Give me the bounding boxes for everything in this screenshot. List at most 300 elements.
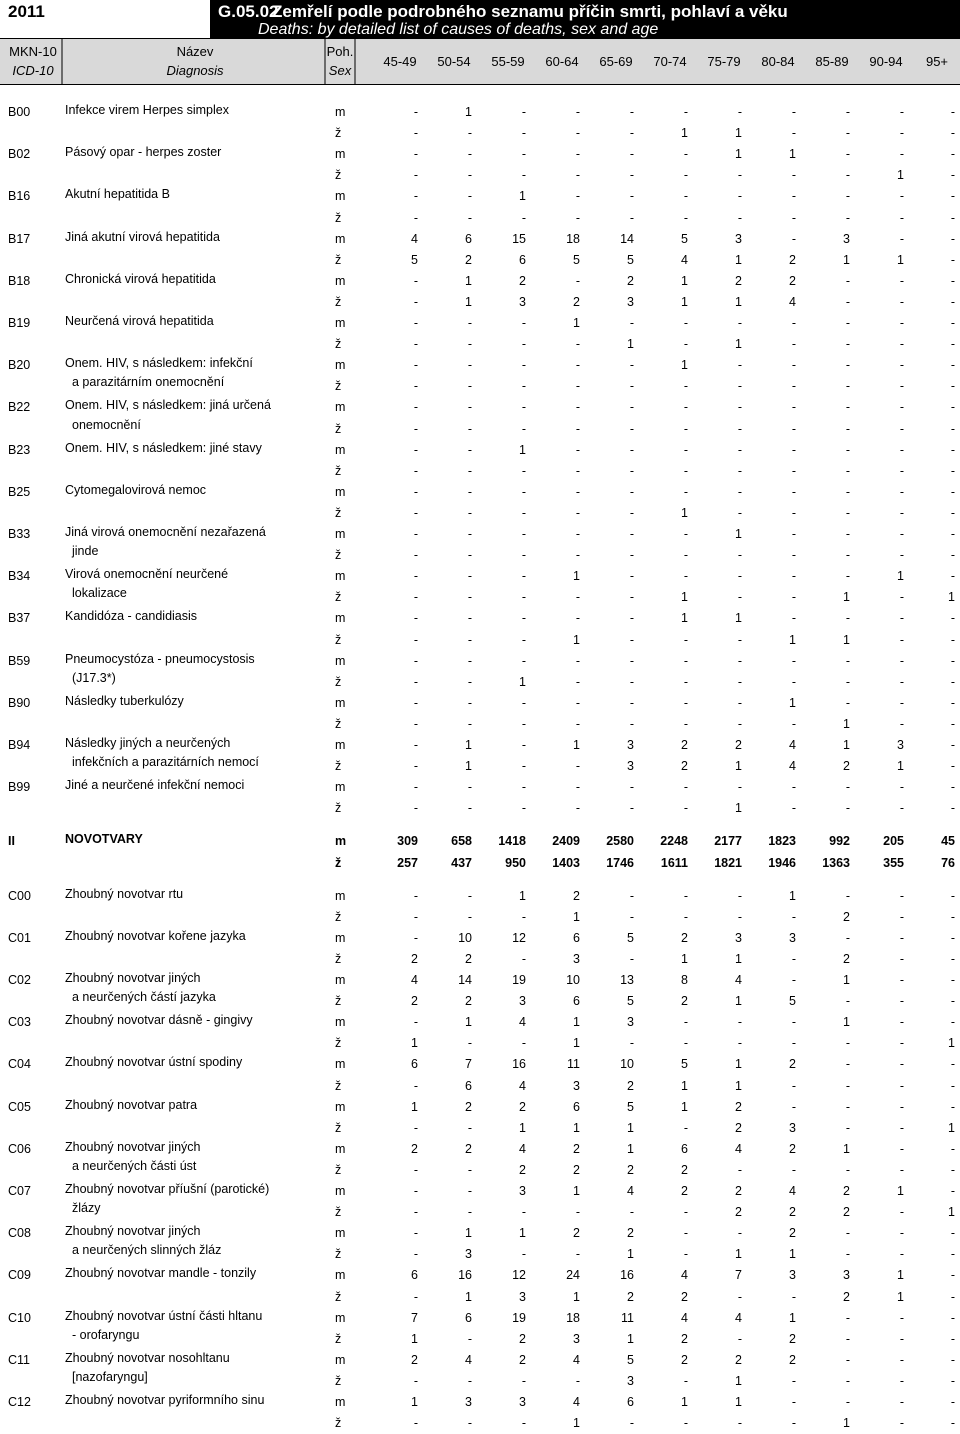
table-cell: - bbox=[950, 379, 955, 394]
table-cell: 205 bbox=[883, 834, 904, 849]
table-row-female bbox=[0, 503, 960, 524]
table-cell: - bbox=[791, 1416, 796, 1431]
diagnosis-name: Zhoubný novotvar rtu bbox=[65, 886, 184, 901]
table-cell: - bbox=[950, 1015, 955, 1030]
table-cell: - bbox=[845, 358, 850, 373]
table-cell: - bbox=[950, 105, 955, 119]
table-cell: - bbox=[467, 632, 472, 647]
table-cell: 1 bbox=[681, 126, 688, 141]
table-cell: - bbox=[521, 738, 526, 752]
table-cell: 3 bbox=[735, 231, 742, 246]
sex-label: ž bbox=[335, 1036, 342, 1051]
table-cell: 2 bbox=[411, 951, 418, 966]
title-cz: Zemřelí podle podrobného seznamu příčin smrti, pohlaví a věku bbox=[272, 2, 788, 21]
table-cell: - bbox=[845, 1373, 850, 1388]
table-cell: 1 bbox=[573, 1015, 580, 1030]
table-cell: 1 bbox=[735, 252, 742, 267]
sex-label: m bbox=[335, 1352, 346, 1367]
table-cell: - bbox=[791, 973, 796, 987]
table-cell: - bbox=[845, 189, 850, 204]
table-cell: 1821 bbox=[714, 855, 742, 870]
table-cell: 1 bbox=[789, 1310, 796, 1325]
table-cell: 1 bbox=[573, 1036, 580, 1051]
table-cell: - bbox=[413, 527, 418, 541]
table-cell: - bbox=[845, 695, 850, 710]
table-cell: - bbox=[737, 548, 742, 563]
col-sex-cz: Poh. bbox=[326, 44, 354, 59]
table-row-female bbox=[0, 208, 960, 229]
table-row-female bbox=[0, 376, 960, 397]
table-cell: 1 bbox=[465, 1289, 472, 1304]
table-cell: - bbox=[575, 337, 580, 352]
table-cell: - bbox=[737, 168, 742, 183]
table-cell: - bbox=[845, 294, 850, 309]
table-cell: - bbox=[899, 126, 904, 141]
table-cell: 1823 bbox=[768, 834, 796, 849]
table-cell: 3 bbox=[573, 1331, 580, 1346]
table-cell: - bbox=[791, 653, 796, 668]
table-cell: - bbox=[575, 400, 580, 415]
table-cell: 2 bbox=[789, 1205, 796, 1220]
table-cell: - bbox=[899, 1416, 904, 1431]
table-cell: - bbox=[521, 358, 526, 373]
table-cell: - bbox=[413, 590, 418, 605]
sex-label: m bbox=[335, 316, 346, 330]
table-row-female bbox=[0, 1413, 960, 1434]
table-cell: 2 bbox=[735, 1205, 742, 1220]
table-cell: - bbox=[950, 994, 955, 1009]
table-row-female bbox=[0, 461, 960, 482]
table-cell: - bbox=[845, 505, 850, 520]
table-cell: - bbox=[413, 421, 418, 436]
table-cell: - bbox=[683, 421, 688, 436]
table-cell: - bbox=[899, 1331, 904, 1346]
table-cell: - bbox=[737, 400, 742, 415]
diagnosis-code: B94 bbox=[8, 738, 31, 752]
table-cell: - bbox=[413, 1120, 418, 1135]
table-cell: - bbox=[950, 716, 955, 731]
diagnosis-name: onemocnění bbox=[72, 417, 141, 432]
table-cell: - bbox=[683, 888, 688, 903]
sex-label: m bbox=[335, 527, 346, 541]
table-cell: 6 bbox=[465, 1078, 472, 1093]
table-cell: - bbox=[791, 1015, 796, 1030]
table-cell: 1 bbox=[735, 337, 742, 352]
table-cell: - bbox=[629, 484, 634, 499]
table-cell: 2 bbox=[411, 994, 418, 1009]
table-cell: - bbox=[950, 421, 955, 436]
table-cell: - bbox=[845, 1247, 850, 1262]
sex-label: ž bbox=[335, 855, 342, 870]
diagnosis-code: B33 bbox=[8, 527, 31, 541]
table-cell: - bbox=[737, 189, 742, 204]
diagnosis-code: C12 bbox=[8, 1395, 31, 1409]
diagnosis-code: C06 bbox=[8, 1141, 31, 1156]
table-cell: - bbox=[521, 527, 526, 541]
table-cell: 2 bbox=[735, 1099, 742, 1114]
table-cell: - bbox=[845, 1057, 850, 1072]
table-cell: - bbox=[413, 168, 418, 183]
diagnosis-name: Neurčená virová hepatitida bbox=[65, 314, 214, 328]
table-cell: - bbox=[950, 759, 955, 774]
table-cell: - bbox=[521, 716, 526, 731]
table-cell: - bbox=[413, 379, 418, 394]
table-cell: 3 bbox=[843, 231, 850, 246]
table-cell: - bbox=[629, 653, 634, 668]
table-cell: 1 bbox=[843, 973, 850, 987]
table-cell: - bbox=[899, 273, 904, 288]
table-cell: 1 bbox=[627, 1120, 634, 1135]
table-cell: 1 bbox=[465, 1015, 472, 1030]
table-cell: 1 bbox=[681, 611, 688, 626]
diagnosis-code: B59 bbox=[8, 653, 31, 668]
table-cell: - bbox=[845, 674, 850, 689]
diagnosis-code: C05 bbox=[8, 1099, 31, 1114]
table-cell: - bbox=[950, 337, 955, 352]
table-cell: 1 bbox=[843, 632, 850, 647]
table-cell: - bbox=[845, 1099, 850, 1114]
table-cell: 13 bbox=[620, 973, 634, 987]
table-cell: - bbox=[950, 1331, 955, 1346]
table-cell: - bbox=[899, 994, 904, 1009]
table-cell: - bbox=[845, 273, 850, 288]
table-cell: - bbox=[629, 126, 634, 141]
table-row-female bbox=[0, 292, 960, 313]
table-cell: - bbox=[899, 1057, 904, 1072]
table-cell: - bbox=[950, 1395, 955, 1409]
table-cell: 2 bbox=[735, 1120, 742, 1135]
table-cell: - bbox=[791, 231, 796, 246]
table-cell: 4 bbox=[573, 1352, 580, 1367]
table-cell: - bbox=[845, 1226, 850, 1241]
table-cell: - bbox=[899, 1395, 904, 1409]
table-cell: - bbox=[737, 379, 742, 394]
sex-label: ž bbox=[335, 951, 342, 966]
table-cell: 1363 bbox=[822, 855, 850, 870]
table-cell: 2 bbox=[843, 951, 850, 966]
table-cell: - bbox=[845, 1120, 850, 1135]
table-cell: - bbox=[683, 379, 688, 394]
table-cell: 2 bbox=[519, 273, 526, 288]
table-cell: - bbox=[791, 1289, 796, 1304]
title-band bbox=[0, 0, 960, 38]
sex-label: ž bbox=[335, 1205, 342, 1220]
diagnosis-name: - orofaryngu bbox=[72, 1327, 140, 1342]
table-cell: - bbox=[950, 1099, 955, 1114]
table-cell: 1 bbox=[897, 252, 904, 267]
table-cell: 4 bbox=[573, 1395, 580, 1409]
table-cell: - bbox=[845, 780, 850, 795]
table-cell: - bbox=[791, 569, 796, 584]
table-cell: - bbox=[629, 590, 634, 605]
table-cell: - bbox=[575, 484, 580, 499]
table-cell: - bbox=[845, 1078, 850, 1093]
table-cell: - bbox=[950, 442, 955, 457]
table-cell: - bbox=[791, 442, 796, 457]
table-cell: - bbox=[629, 801, 634, 816]
table-cell: - bbox=[899, 1373, 904, 1388]
table-cell: - bbox=[413, 1226, 418, 1241]
table-cell: 2 bbox=[411, 1352, 418, 1367]
column-header bbox=[0, 38, 960, 85]
table-cell: - bbox=[950, 1078, 955, 1093]
table-cell: - bbox=[413, 210, 418, 225]
table-cell: - bbox=[629, 527, 634, 541]
table-row-male bbox=[0, 1308, 960, 1329]
table-cell: - bbox=[629, 695, 634, 710]
table-row-female bbox=[0, 419, 960, 440]
table-cell: 3 bbox=[465, 1247, 472, 1262]
table-cell: 1 bbox=[681, 273, 688, 288]
table-cell: - bbox=[845, 421, 850, 436]
sex-label: ž bbox=[335, 590, 342, 605]
diagnosis-code: C07 bbox=[8, 1184, 31, 1198]
table-cell: - bbox=[467, 1331, 472, 1346]
table-cell: - bbox=[791, 484, 796, 499]
table-row-male bbox=[0, 313, 960, 334]
table-cell: - bbox=[737, 632, 742, 647]
table-cell: 2 bbox=[789, 1331, 796, 1346]
table-cell: - bbox=[950, 463, 955, 478]
table-cell: 1 bbox=[627, 1247, 634, 1262]
table-cell: 1 bbox=[573, 632, 580, 647]
table-cell: 4 bbox=[789, 738, 796, 752]
table-cell: - bbox=[413, 674, 418, 689]
table-cell: - bbox=[629, 505, 634, 520]
sex-label: m bbox=[335, 442, 346, 457]
diagnosis-name: Zhoubný novotvar ústní části hltanu bbox=[65, 1308, 263, 1323]
table-cell: - bbox=[791, 105, 796, 119]
table-cell: 6 bbox=[627, 1395, 634, 1409]
table-cell: - bbox=[737, 695, 742, 710]
table-cell: 309 bbox=[397, 834, 418, 849]
table-cell: 1 bbox=[681, 294, 688, 309]
table-cell: - bbox=[791, 780, 796, 795]
table-cell: - bbox=[467, 611, 472, 626]
table-cell: 2 bbox=[519, 1099, 526, 1114]
table-cell: - bbox=[683, 1373, 688, 1388]
table-cell: 1 bbox=[897, 759, 904, 774]
sex-label: ž bbox=[335, 759, 342, 774]
diagnosis-name: Onem. HIV, s následkem: jiné stavy bbox=[65, 440, 262, 455]
table-cell: 1 bbox=[573, 1416, 580, 1431]
table-cell: - bbox=[629, 611, 634, 626]
table-cell: - bbox=[899, 973, 904, 987]
table-cell: - bbox=[683, 801, 688, 816]
table-cell: 1 bbox=[897, 1184, 904, 1198]
table-cell: - bbox=[899, 1310, 904, 1325]
table-cell: 12 bbox=[512, 1268, 526, 1283]
table-cell: - bbox=[413, 695, 418, 710]
table-cell: 2 bbox=[573, 1141, 580, 1156]
table-cell: 2 bbox=[789, 252, 796, 267]
table-cell: - bbox=[950, 273, 955, 288]
table-cell: - bbox=[845, 548, 850, 563]
table-row-male bbox=[0, 1223, 960, 1244]
table-cell: - bbox=[899, 294, 904, 309]
table-cell: - bbox=[845, 527, 850, 541]
table-cell: - bbox=[737, 569, 742, 584]
sex-label: m bbox=[335, 780, 346, 795]
table-cell: - bbox=[521, 400, 526, 415]
table-cell: - bbox=[950, 1057, 955, 1072]
table-cell: 1 bbox=[411, 1099, 418, 1114]
table-row-female bbox=[0, 714, 960, 735]
table-row-female bbox=[0, 587, 960, 608]
table-cell: 14 bbox=[620, 231, 634, 246]
table-row-male bbox=[0, 229, 960, 250]
table-cell: 4 bbox=[681, 1268, 688, 1283]
table-cell: - bbox=[845, 126, 850, 141]
table-cell: 1 bbox=[735, 1373, 742, 1388]
table-cell: 2 bbox=[681, 738, 688, 752]
table-cell: - bbox=[737, 105, 742, 119]
table-cell: 4 bbox=[411, 973, 418, 987]
table-cell: 4 bbox=[789, 759, 796, 774]
table-cell: 355 bbox=[883, 855, 904, 870]
table-cell: - bbox=[521, 126, 526, 141]
table-cell: - bbox=[629, 358, 634, 373]
table-cell: - bbox=[950, 695, 955, 710]
table-cell: 2 bbox=[573, 888, 580, 903]
table-cell: - bbox=[899, 505, 904, 520]
table-cell: 1 bbox=[735, 126, 742, 141]
table-cell: 2 bbox=[681, 1184, 688, 1198]
table-row-female bbox=[0, 1033, 960, 1054]
table-cell: - bbox=[467, 527, 472, 541]
diagnosis-code: C09 bbox=[8, 1268, 31, 1283]
table-cell: - bbox=[575, 463, 580, 478]
table-cell: - bbox=[629, 316, 634, 330]
table-cell: - bbox=[629, 421, 634, 436]
table-cell: - bbox=[521, 1205, 526, 1220]
table-cell: 4 bbox=[411, 231, 418, 246]
table-cell: - bbox=[899, 231, 904, 246]
table-cell: 2 bbox=[465, 1141, 472, 1156]
table-cell: - bbox=[575, 527, 580, 541]
table-cell: - bbox=[521, 1373, 526, 1388]
diagnosis-name: Pneumocystóza - pneumocystosis bbox=[65, 651, 255, 666]
table-cell: - bbox=[683, 316, 688, 330]
table-cell: 1 bbox=[465, 738, 472, 752]
table-cell: 2 bbox=[789, 273, 796, 288]
table-cell: 18 bbox=[566, 231, 580, 246]
table-cell: - bbox=[683, 909, 688, 924]
table-cell: - bbox=[950, 231, 955, 246]
table-cell: - bbox=[521, 909, 526, 924]
diagnosis-name: Zhoubný novotvar jiných bbox=[65, 1224, 201, 1239]
table-cell: 1 bbox=[735, 951, 742, 966]
table-cell: 1 bbox=[948, 1205, 955, 1220]
table-cell: 5 bbox=[573, 252, 580, 267]
table-cell: - bbox=[899, 379, 904, 394]
table-cell: - bbox=[950, 548, 955, 563]
table-cell: 18 bbox=[566, 1310, 580, 1325]
table-row-female bbox=[0, 1287, 960, 1308]
table-cell: - bbox=[629, 210, 634, 225]
table-cell: - bbox=[575, 168, 580, 183]
table-cell: 1 bbox=[681, 590, 688, 605]
table-cell: - bbox=[683, 716, 688, 731]
table-cell: - bbox=[899, 951, 904, 966]
table-cell: 1611 bbox=[660, 855, 688, 870]
table-cell: - bbox=[521, 1247, 526, 1262]
table-cell: 1 bbox=[465, 273, 472, 288]
table-cell: - bbox=[950, 1310, 955, 1325]
table-row-male bbox=[0, 1097, 960, 1118]
table-cell: - bbox=[950, 400, 955, 415]
table-cell: - bbox=[413, 337, 418, 352]
table-cell: - bbox=[899, 400, 904, 415]
table-cell: 1 bbox=[519, 442, 526, 457]
table-cell: - bbox=[521, 632, 526, 647]
table-cell: - bbox=[413, 105, 418, 119]
table-row-female bbox=[0, 672, 960, 693]
table-cell: 2 bbox=[843, 1205, 850, 1220]
table-row-male bbox=[0, 397, 960, 418]
table-cell: 4 bbox=[627, 1184, 634, 1198]
table-cell: 6 bbox=[573, 1099, 580, 1114]
table-cell: - bbox=[950, 1352, 955, 1367]
sex-label: m bbox=[335, 1099, 346, 1114]
table-cell: - bbox=[845, 1310, 850, 1325]
table-cell: - bbox=[629, 716, 634, 731]
table-cell: - bbox=[950, 252, 955, 267]
table-cell: - bbox=[521, 780, 526, 795]
table-cell: - bbox=[575, 695, 580, 710]
sex-label: ž bbox=[335, 421, 342, 436]
table-cell: - bbox=[413, 1247, 418, 1262]
table-cell: - bbox=[950, 527, 955, 541]
diagnosis-code: B99 bbox=[8, 780, 31, 795]
table-cell: 5 bbox=[681, 1057, 688, 1072]
table-cell: - bbox=[413, 801, 418, 816]
table-cell: 3 bbox=[789, 930, 796, 945]
table-cell: 3 bbox=[627, 1373, 634, 1388]
table-cell: 1 bbox=[948, 1120, 955, 1135]
table-cell: 3 bbox=[519, 1289, 526, 1304]
table-cell: - bbox=[950, 147, 955, 162]
table-cell: - bbox=[737, 1036, 742, 1051]
table-cell: - bbox=[737, 1162, 742, 1177]
diagnosis-name: Zhoubný novotvar jiných bbox=[65, 1139, 201, 1154]
diagnosis-code: B23 bbox=[8, 442, 31, 457]
table-cell: 1 bbox=[573, 569, 580, 584]
table-cell: - bbox=[413, 316, 418, 330]
table-cell: 3 bbox=[519, 1184, 526, 1198]
table-cell: - bbox=[845, 653, 850, 668]
table-cell: - bbox=[467, 147, 472, 162]
table-cell: - bbox=[467, 126, 472, 141]
table-cell: - bbox=[683, 632, 688, 647]
table-cell: - bbox=[899, 210, 904, 225]
table-cell: 4 bbox=[681, 1310, 688, 1325]
table-cell: - bbox=[413, 632, 418, 647]
table-cell: - bbox=[629, 168, 634, 183]
age-group-header: 55-59 bbox=[491, 54, 525, 69]
table-row-female bbox=[0, 991, 960, 1012]
sex-label: m bbox=[335, 1141, 346, 1156]
table-cell: - bbox=[683, 695, 688, 710]
table-cell: - bbox=[899, 105, 904, 119]
table-cell: - bbox=[737, 316, 742, 330]
table-cell: - bbox=[683, 484, 688, 499]
table-cell: - bbox=[845, 1352, 850, 1367]
diagnosis-name: Zhoubný novotvar patra bbox=[65, 1097, 198, 1112]
table-cell: - bbox=[467, 316, 472, 330]
table-cell: - bbox=[737, 505, 742, 520]
table-cell: - bbox=[467, 1036, 472, 1051]
